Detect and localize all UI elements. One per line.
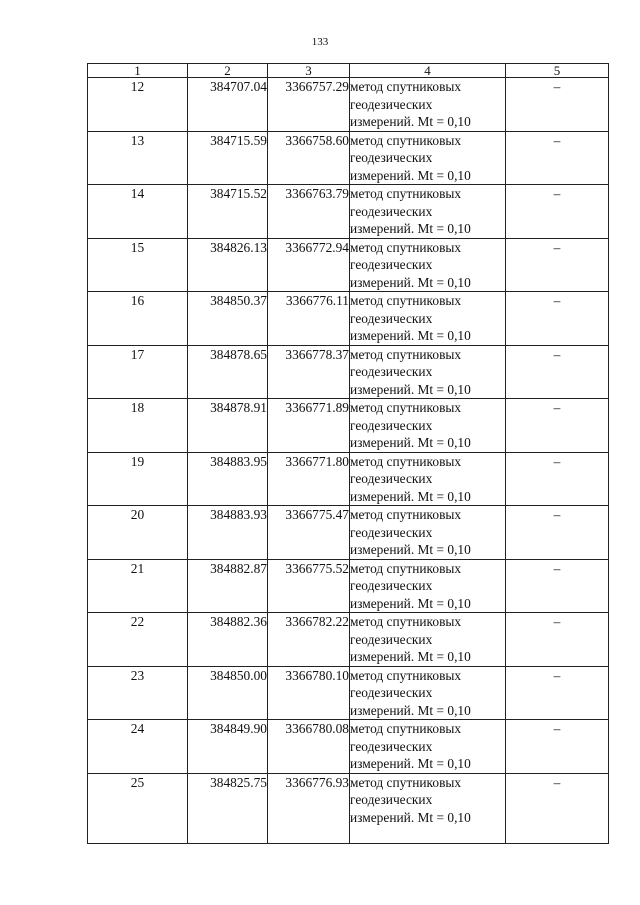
method-line: метод спутниковых	[350, 293, 462, 308]
coordinate-y: 3366763.79	[268, 185, 350, 239]
method-line: измерений. Mt = 0,10	[350, 221, 471, 236]
note-dash: –	[506, 506, 609, 560]
table-row	[88, 506, 609, 560]
point-number: 16	[88, 292, 188, 346]
coordinate-y: 3366775.47	[268, 506, 350, 560]
coordinate-x: 384882.87	[188, 559, 268, 613]
method-line: измерений. Mt = 0,10	[350, 702, 471, 718]
method-line: измерений. Mt = 0,10	[350, 649, 471, 664]
coordinate-x: 384715.59	[188, 131, 268, 185]
determination-method	[350, 559, 506, 613]
method-line: метод спутниковых	[350, 721, 462, 736]
table-row	[88, 185, 609, 239]
point-number: 25	[88, 773, 188, 843]
method-line: геодезических	[350, 471, 433, 486]
table-header-row	[88, 64, 609, 78]
method-line: метод спутниковых	[350, 239, 462, 255]
table-row	[88, 773, 609, 843]
coordinate-x: 384878.91	[188, 399, 268, 453]
coordinate-x: 384715.52	[188, 185, 268, 239]
page-number: 133	[311, 36, 329, 48]
determination-method	[350, 613, 506, 667]
coordinate-y: 3366775.52	[268, 559, 350, 613]
method-line: геодезических	[350, 203, 433, 219]
determination-method	[350, 185, 506, 239]
determination-method	[350, 292, 506, 346]
method-line: метод спутниковых	[350, 400, 462, 415]
column-header-x: 2	[188, 64, 268, 78]
method-line: измерений. Mt = 0,10	[350, 114, 471, 129]
coordinate-y: 3366776.93	[268, 773, 350, 843]
table-body	[88, 78, 609, 844]
column-header-method: 4	[350, 64, 506, 78]
point-number: 14	[88, 185, 188, 239]
coordinate-y: 3366771.80	[268, 452, 350, 506]
method-line: метод спутниковых	[350, 507, 462, 522]
method-line: метод спутниковых	[350, 614, 462, 629]
note-dash: –	[506, 131, 609, 185]
table-row	[88, 345, 609, 399]
point-number: 17	[88, 345, 188, 399]
method-line: измерений. Mt = 0,10	[350, 595, 471, 611]
method-line: геодезических	[350, 738, 433, 754]
coordinate-y: 3366780.10	[268, 666, 350, 720]
method-line: метод спутниковых	[350, 186, 462, 201]
point-number: 19	[88, 452, 188, 506]
coordinate-x: 384825.75	[188, 773, 268, 843]
coordinate-x: 384826.13	[188, 238, 268, 292]
note-dash: –	[506, 613, 609, 667]
coordinate-x: 384883.95	[188, 452, 268, 506]
method-line: геодезических	[350, 150, 433, 165]
determination-method	[350, 399, 506, 453]
determination-method	[350, 345, 506, 399]
coordinate-y: 3366778.37	[268, 345, 350, 399]
method-line: геодезических	[350, 96, 433, 112]
column-header-point-number: 1	[88, 64, 188, 78]
method-line: геодезических	[350, 578, 433, 593]
note-dash: –	[506, 452, 609, 506]
method-line: геодезических	[350, 685, 433, 700]
table-row	[88, 559, 609, 613]
coordinate-y: 3366771.89	[268, 399, 350, 453]
note-dash: –	[506, 292, 609, 346]
method-line: геодезических	[350, 257, 433, 272]
determination-method	[350, 131, 506, 185]
coordinate-y: 3366758.60	[268, 131, 350, 185]
table-row	[88, 452, 609, 506]
point-number: 22	[88, 613, 188, 667]
note-dash: –	[506, 399, 609, 453]
method-line: геодезических	[350, 631, 433, 647]
point-number: 15	[88, 238, 188, 292]
determination-method	[350, 506, 506, 560]
note-dash: –	[506, 720, 609, 774]
column-header-y: 3	[268, 64, 350, 78]
method-line: измерений. Mt = 0,10	[350, 435, 471, 450]
determination-method	[350, 78, 506, 132]
determination-method	[350, 238, 506, 292]
point-number: 12	[88, 78, 188, 132]
table-row	[88, 720, 609, 774]
coordinate-y: 3366772.94	[268, 238, 350, 292]
method-line: измерений. Mt = 0,10	[350, 328, 471, 343]
method-line: измерений. Mt = 0,10	[350, 756, 471, 771]
note-dash: –	[506, 238, 609, 292]
method-line: метод спутниковых	[350, 774, 462, 790]
table-row	[88, 238, 609, 292]
coordinate-x: 384849.90	[188, 720, 268, 774]
method-line: измерений. Mt = 0,10	[350, 167, 471, 183]
method-line: геодезических	[350, 792, 433, 807]
point-number: 13	[88, 131, 188, 185]
note-dash: –	[506, 666, 609, 720]
table-row	[88, 292, 609, 346]
determination-method	[350, 720, 506, 774]
determination-method	[350, 452, 506, 506]
coordinate-y: 3366782.22	[268, 613, 350, 667]
method-line: измерений. Mt = 0,10	[350, 381, 471, 397]
table-row	[88, 613, 609, 667]
method-line: измерений. Mt = 0,10	[350, 274, 471, 290]
table-row	[88, 78, 609, 132]
coordinate-x: 384850.37	[188, 292, 268, 346]
coordinate-x: 384707.04	[188, 78, 268, 132]
method-line: геодезических	[350, 310, 433, 326]
coordinate-x: 384850.00	[188, 666, 268, 720]
column-header-note: 5	[506, 64, 609, 78]
table-row	[88, 666, 609, 720]
note-dash: –	[506, 559, 609, 613]
method-line: метод спутниковых	[350, 132, 462, 148]
coordinate-x: 384882.36	[188, 613, 268, 667]
point-number: 18	[88, 399, 188, 453]
note-dash: –	[506, 773, 609, 843]
point-number: 24	[88, 720, 188, 774]
method-line: геодезических	[350, 417, 433, 433]
point-number: 20	[88, 506, 188, 560]
method-line: метод спутниковых	[350, 79, 462, 94]
table-row	[88, 399, 609, 453]
determination-method	[350, 773, 506, 843]
coordinate-y: 3366776.11	[268, 292, 350, 346]
coordinate-x: 384883.93	[188, 506, 268, 560]
method-line: метод спутниковых	[350, 667, 462, 683]
method-line: измерений. Mt = 0,10	[350, 542, 471, 557]
point-number: 21	[88, 559, 188, 613]
note-dash: –	[506, 185, 609, 239]
note-dash: –	[506, 345, 609, 399]
method-line: геодезических	[350, 524, 433, 540]
coordinate-y: 3366780.08	[268, 720, 350, 774]
coordinate-y: 3366757.29	[268, 78, 350, 132]
coordinate-x: 384878.65	[188, 345, 268, 399]
method-line: измерений. Mt = 0,10	[350, 488, 471, 504]
method-line: метод спутниковых	[350, 560, 462, 576]
determination-method	[350, 666, 506, 720]
method-line: измерений. Mt = 0,10	[350, 809, 471, 825]
method-line: метод спутниковых	[350, 346, 462, 362]
table-row	[88, 131, 609, 185]
note-dash: –	[506, 78, 609, 132]
coordinates-table	[87, 63, 609, 844]
point-number: 23	[88, 666, 188, 720]
method-line: метод спутниковых	[350, 453, 462, 469]
method-line: геодезических	[350, 364, 433, 379]
